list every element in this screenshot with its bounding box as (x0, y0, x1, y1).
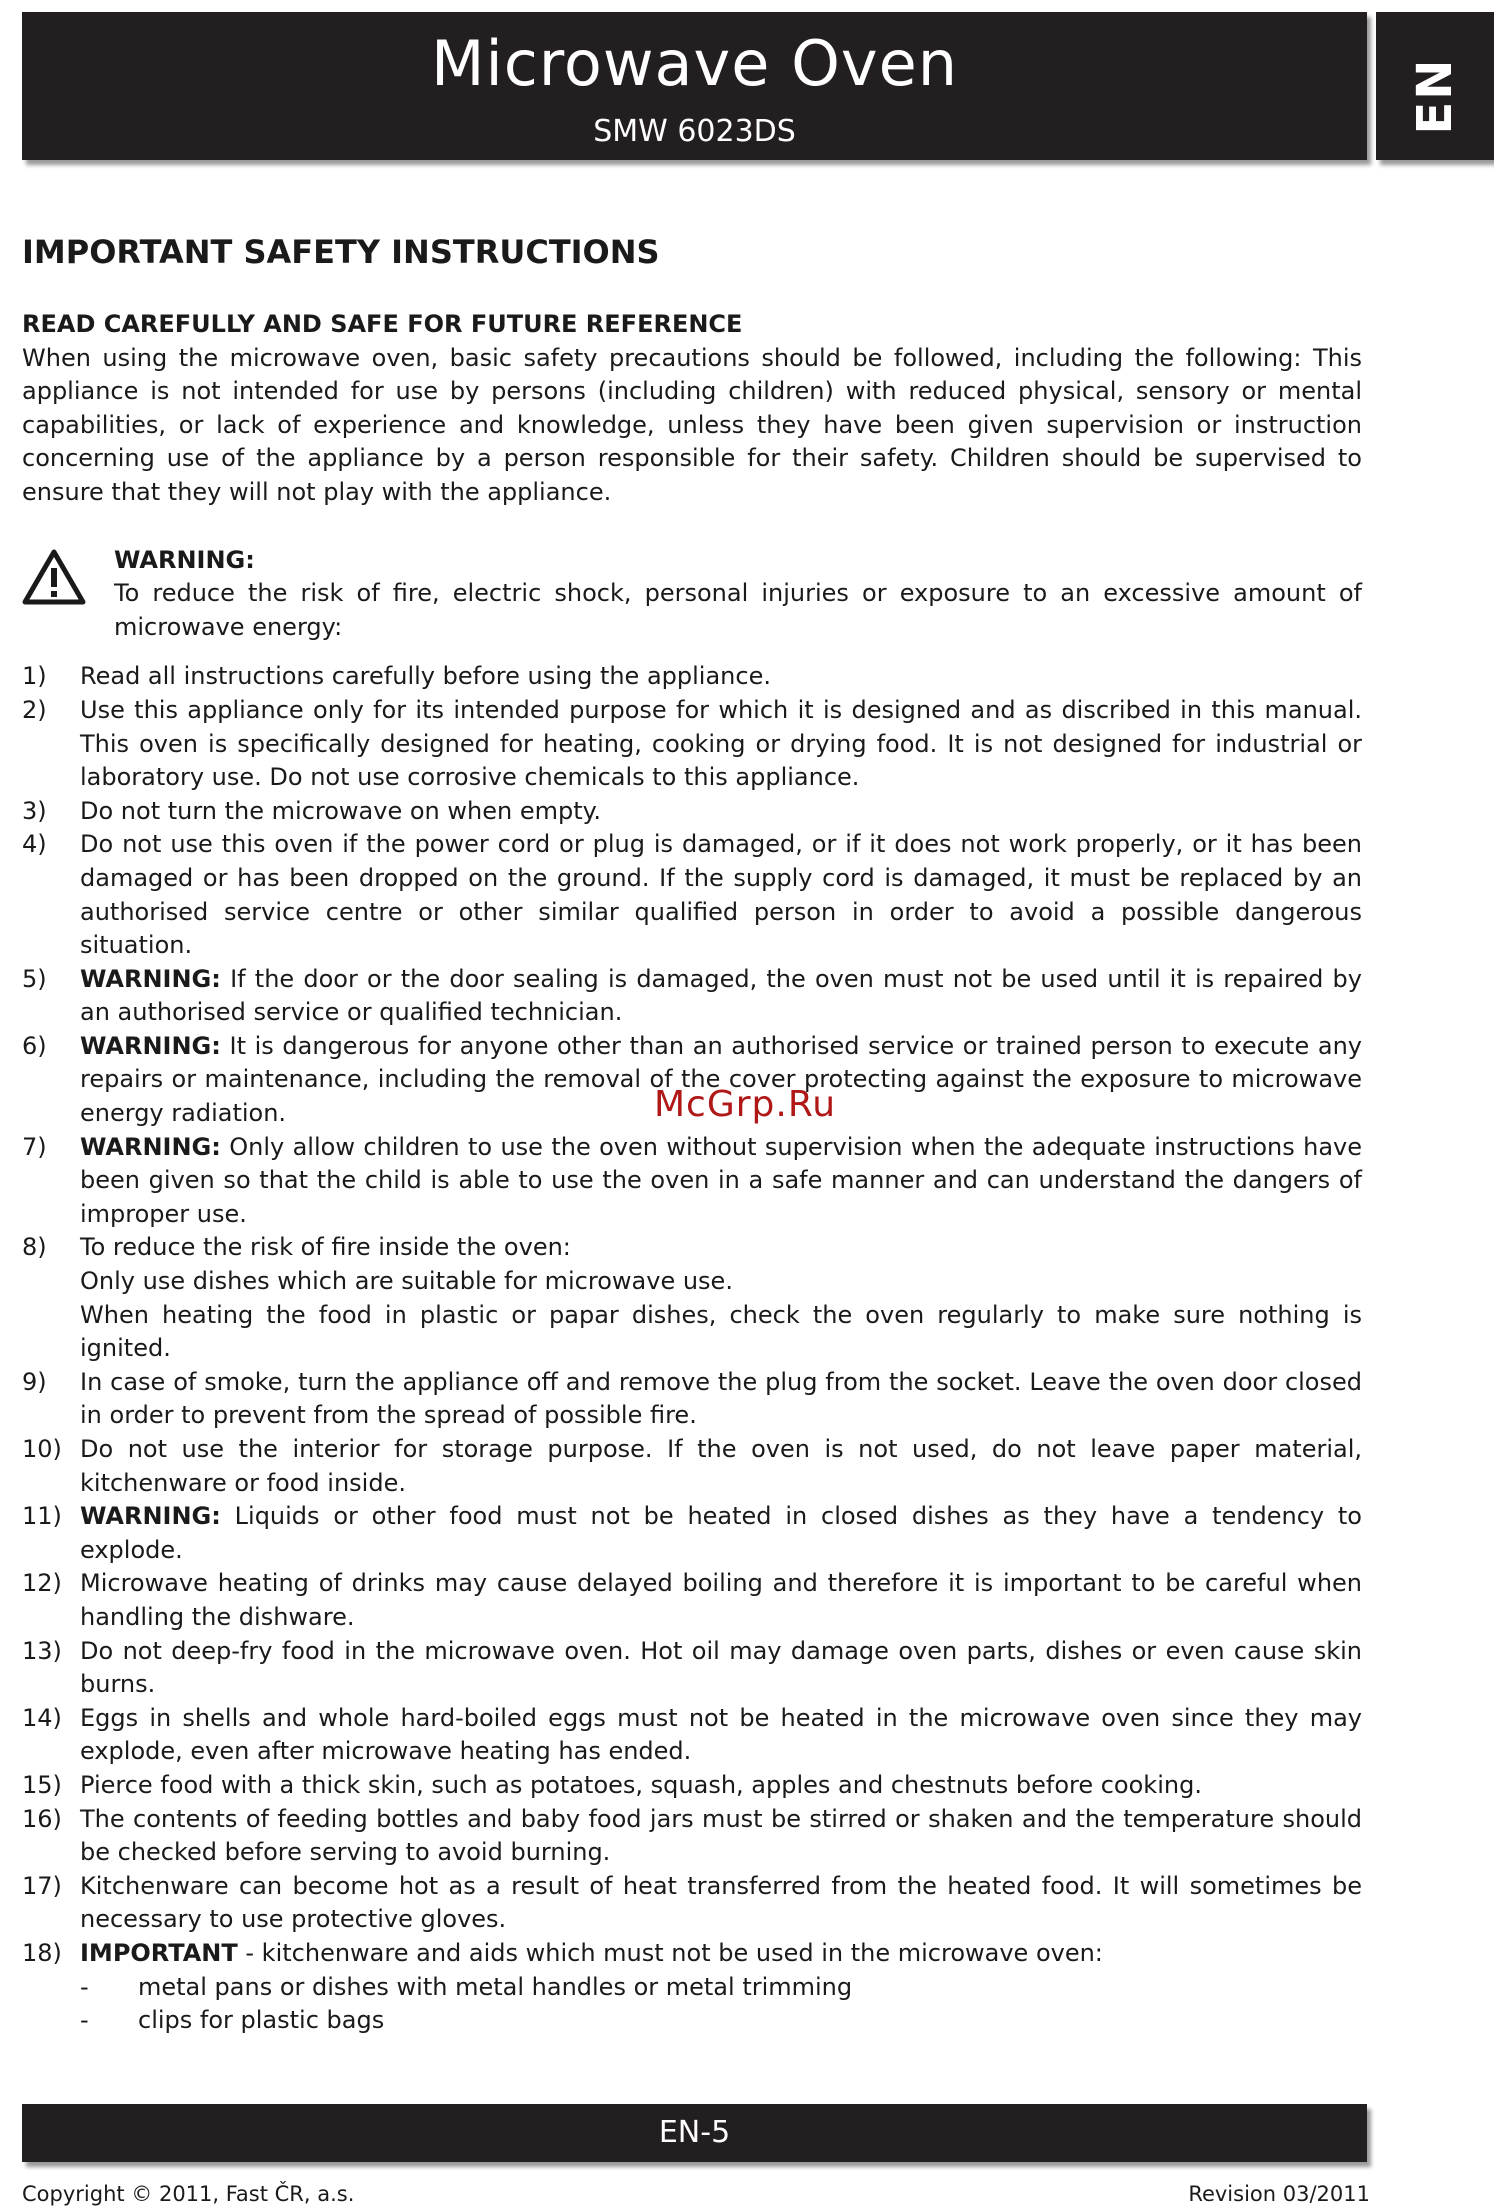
intro-subheading: READ CAREFULLY AND SAFE FOR FUTURE REFERENCE (22, 310, 743, 338)
item-warning-label: WARNING: (80, 964, 221, 993)
list-item (22, 1803, 1362, 1870)
header-bar (22, 12, 1367, 160)
item-text: Read all instructions carefully before using the appliance. (80, 662, 771, 691)
item-text: Pierce food with a thick skin, such as potatoes, squash, apples and chestnuts before cooking. (80, 1770, 1202, 1799)
list-item (22, 1366, 1362, 1433)
content-body (22, 308, 1362, 2038)
item-text: Kitchenware can become hot as a result of heat transferred from the heated food. It will sometimes be necessary to use protective gloves. (80, 1871, 1362, 1934)
item-number: 9) (22, 1367, 47, 1396)
list-item (22, 1702, 1362, 1769)
list-item (22, 828, 1362, 962)
dash-marker: - (80, 1972, 89, 2001)
language-tab-label: EN (1407, 57, 1463, 135)
page-heading: IMPORTANT SAFETY INSTRUCTIONS (22, 233, 660, 271)
list-item (22, 694, 1362, 795)
item-text: Only allow children to use the oven without supervision when the adequate instructions have been given so that the child is able to use the oven in a safe manner and can understand the dangers of improper use. (80, 1132, 1363, 1228)
warning-triangle-icon (22, 548, 86, 606)
list-item (22, 1131, 1362, 1232)
model-number: SMW 6023DS (593, 114, 796, 149)
item-text: Eggs in shells and whole hard-boiled eggs must not be heated in the microwave oven since they may explode, even after microwave heating has ended. (80, 1703, 1362, 1766)
list-item (22, 1231, 1362, 1365)
item-text: Liquids or other food must not be heated in closed dishes as they have a tendency to explode. (80, 1502, 1362, 1564)
warning-text: To reduce the risk of fire, electric shock, personal injuries or exposure to an excessive amount of microwave energy: (114, 579, 1362, 641)
copyright: Copyright © 2011, Fast ČR, a.s. (22, 2182, 355, 2206)
list-item (22, 1635, 1362, 1702)
item-number: 11) (22, 1502, 62, 1531)
list-item (22, 1769, 1362, 1803)
list-item (22, 1870, 1362, 1937)
item-number: 12) (22, 1569, 62, 1598)
safety-instructions-list (22, 660, 1362, 2037)
item-text: In case of smoke, turn the appliance off and remove the plug from the socket. Leave the oven door closed in order to prevent from the spread of possible fire. (80, 1367, 1362, 1430)
item-number: 8) (22, 1233, 47, 1262)
item-warning-label: WARNING: (80, 1502, 221, 1531)
list-item (22, 1567, 1362, 1634)
item-number: 2) (22, 695, 47, 724)
item-number: 1) (22, 662, 47, 691)
item-number: 5) (22, 964, 47, 993)
list-item (22, 795, 1362, 829)
item-number: 7) (22, 1132, 47, 1161)
revision: Revision 03/2011 (1188, 2182, 1370, 2206)
item-warning-label: WARNING: (80, 1132, 221, 1161)
item-important-label: IMPORTANT (80, 1938, 238, 1967)
item-text: Do not use the interior for storage purpose. If the oven is not used, do not leave paper material, kitchenware or food inside. (80, 1435, 1362, 1497)
item-number: 17) (22, 1871, 62, 1900)
item-number: 13) (22, 1636, 62, 1665)
item-text: It is dangerous for anyone other than an authorised service or trained person to execute any repairs or maintenance, including the removal of the cover protecting against the exposure to microwave energy radiation. (80, 1031, 1362, 1128)
watermark: McGrp.Ru (654, 1084, 837, 1125)
dash-marker: - (80, 2006, 89, 2035)
item-warning-label: WARNING: (80, 1031, 221, 1060)
item-text: - kitchenware and aids which must not be used in the microwave oven: (245, 1938, 1103, 1967)
intro-paragraph: When using the microwave oven, basic safety precautions should be followed, including the following: This appliance is not intended for use by persons (including children) with reduced physical, sensory or mental capabilities, or lack of experience and knowledge, unless they have been given supervision or instruction concerning use of the appliance by a person responsible for their safety. Children should be supervised to ensure that they will not play with the appliance. (22, 343, 1362, 506)
list-item (22, 963, 1362, 1030)
item-number: 18) (22, 1938, 62, 1967)
item-text: The contents of feeding bottles and baby food jars must be stirred or shaken and the temperature should be checked before serving to avoid burning. (80, 1804, 1362, 1867)
list-item (22, 1500, 1362, 1567)
sub-list-text: metal pans or dishes with metal handles or metal trimming (138, 1972, 853, 2001)
document-title: Microwave Oven (430, 27, 959, 100)
item-text: Do not turn the microwave on when empty. (80, 796, 602, 825)
item-text: If the door or the door sealing is damaged, the oven must not be used until it is repaired by an authorised service or qualified technician. (80, 964, 1362, 1027)
sub-list-item (80, 1971, 1362, 2005)
item-text-line: Only use dishes which are suitable for microwave use. (80, 1267, 733, 1296)
list-item (22, 660, 1362, 694)
list-item (22, 1433, 1362, 1500)
list-item (22, 1937, 1362, 2038)
item-text: Do not use this oven if the power cord or plug is damaged, or if it does not work properly, or it has been damaged or has been dropped on the ground. If the supply cord is damaged, it must be replaced by an authorised service centre or other similar qualified person in order to avoid a possible dangerous situation. (80, 830, 1362, 960)
item-text: Do not deep-fry food in the microwave oven. Hot oil may damage oven parts, dishes or even cause skin burns. (80, 1636, 1362, 1699)
item-number: 6) (22, 1031, 47, 1060)
item-number: 10) (22, 1435, 62, 1463)
item-number: 4) (22, 830, 47, 859)
item-number: 14) (22, 1703, 62, 1732)
warning-label: WARNING: (114, 545, 255, 574)
warning-block (22, 544, 1362, 645)
item-number: 15) (22, 1770, 62, 1799)
item-text-line: When heating the food in plastic or papar dishes, check the oven regularly to make sure nothing is ignited. (80, 1300, 1362, 1363)
footer-bar (22, 2104, 1367, 2162)
item-number: 3) (22, 796, 47, 825)
item-number: 16) (22, 1804, 62, 1833)
item-text: Use this appliance only for its intended purpose for which it is designed and as discribed in this manual. This oven is specifically designed for heating, cooking or drying food. It is not designed for industrial or laboratory use. Do not use corrosive chemicals to this appliance. (80, 695, 1362, 792)
sub-list-item (80, 2004, 1362, 2038)
page-number: EN-5 (658, 2115, 731, 2150)
language-tab (1376, 12, 1494, 160)
sub-list-text: clips for plastic bags (138, 2006, 385, 2035)
item-text: Microwave heating of drinks may cause delayed boiling and therefore it is important to be careful when handling the dishware. (80, 1569, 1362, 1631)
item-text: To reduce the risk of fire inside the oven: (80, 1233, 571, 1262)
